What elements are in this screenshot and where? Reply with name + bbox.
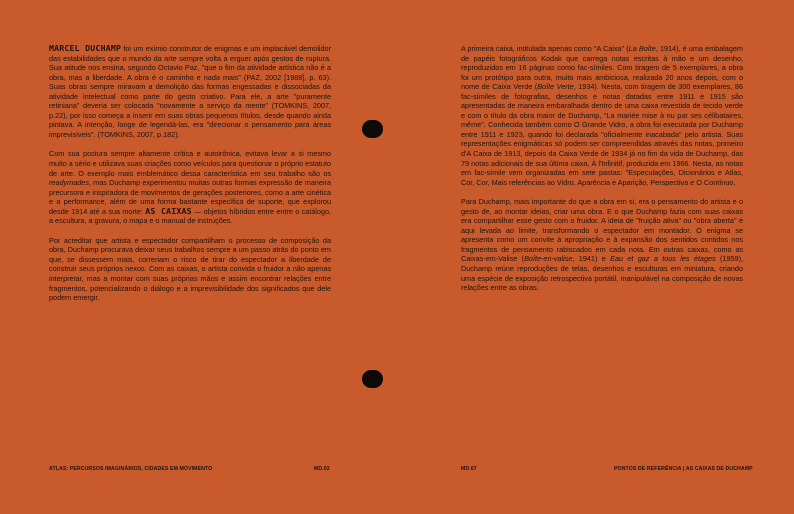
left-p1-text: foi um exímio construtor de enigmas e um implacável demolidor das estabilidades que o mundo da arte sempre volta a erguer após gestos de ruptura. Sua atitude nos ensina, segundo Octavio Paz, "que o fim da atividade artística não é a obra, mas a liberdade. A obra é o caminho e nada mais" (PAZ, 2002 [1988], p. 63). Suas obras sempre miravam a demolição das formas engessadas e dissociadas da atividade intelectual como parte do gesto criativo. Para ele, a arte "puramente retiniana" deveria ser colocada "novamente a serviço da mente" (TOMKINS, 2007, p.22), por isso começa a inserir em suas obras pequenos títulos, desde quando ainda pintava. A intenção, longe de legendá-las, era "direcionar o pensamento para áreas imprevisíveis". (TOMKINS, 2007, p.182). [49,44,332,139]
right-p1-text-1: A primeira caixa, intitulada apenas como "A Caixa" ( [461,44,629,53]
binding-dot-right-bottom [365,370,383,388]
left-footer-title: ATLAS: PERCURSOS IMAGINÁRIOS, CIDADES EM MOVIMENTO [49,466,213,472]
binding-dot-right-top [365,120,383,138]
right-paragraph-2 [461,197,743,292]
right-p1-text-2: , 1914), é uma embalagem de papéis fotográficos Kodak que carrega notas escritas à mão e um desenho, reproduzidos em 16 páginas como fac-símiles. Com tiragem de 5 exemplares, a obra foi um protótipo para outra, muito mais ambiciosa, realizada 20 anos depois, com o nome de Caixa Verde ( [461,44,743,92]
right-p1-text-3: , 1934). Nesta, com tiragem de 300 exemplares, 86 fac-símiles de fotografias, desenhos e notas datadas entre 1911 e 1915 são apresentadas de maneira embaralhada dentro de uma caixa revestida de tecido verde e com o título da obra maior de Duchamp, "La mariée mise à nu par ses célibataires, même". Conhecida também como O Grande Vidro, a obra foi executada por Duchamp entre 1911 e 1923, quando foi declarada "oficialmente inacabada" pelo artista. Suas representações enigmáticas só podem ser compreendidas através das notas, primeiro d'A Caixa de 1913, depois da Caixa Verde de 1934 já no fim da vida de Duchamp, das 79 notas adicionais de sua última caixa, À l'Infinitif, produzida em 1966. Nesta, as notas em fac-símile vem organizadas em sete pastas: "Especulações, Dicionários e Atlas, Cor, Cor, Mais referências ao Vidro, Aparência e Aparição, Perspectiva e O Contínuo. [461,82,743,187]
left-footer-page-number: MD.02 [314,466,330,472]
left-p2-text-2: , mas Duchamp experimentou muitas outras formas expressão de maneira precursora e inspiradora de movimentos de gerações posteriores, como a arte cinética e a performance, além de uma forma bastante específica de suporte, que explorou desde 1914 até a sua morte: [49,178,331,216]
right-text-column [461,44,743,293]
right-p2-text-3: (1959), Duchamp reúne reproduções de telas, desenhos e esculturas em miniatura, criando uma espécie de exposição retrospectiva portátil, manipulável na composição de novas relações entre as obras. [461,254,743,293]
readymades-italic: readymades [49,178,89,188]
left-p2-text-3: — objetos híbridos entre entre o catálogo, a escultura, a gravura, o mapa e o manual de instruções. [49,206,331,226]
eau-et-gaz-italic: Eau et gaz a tous les étages [610,254,716,264]
left-text-column [49,44,331,303]
boite-verte-italic: Boîte Verte [537,82,574,92]
left-p2-text-1: Com sua postura sempre altamente crítica e autoirônica, evitava levar a si mesmo muito a sério e utilizava suas criações como veículos para questionar o próprio estatuto de arte. O exemplo mais emblemático dessa característica em seu trabalho são os [49,149,331,178]
left-paragraph-3: Por acreditar que artista e espectador compartilham o processo de composição da obra, Duchamp procurava deixar seus trabalhos sempre a um passo atrás do ponto em que, se dissessem mais, correriam o risco de tirar do espectador a liberdade de construir seus próprios nexos. Com as caixas, o artista convida o fruidor a não apenas interpretar, mas a montar com suas próprias mãos e assim encontrar relações entre fragmentos, potencializando o diálogo e a imprevisibilidade dos significados que dele podem emergir. [49,235,331,303]
right-p2-text-1: Para Duchamp, mais importante do que a obra em si, era o pensamento do artista e o gesto de, ao montar ideias, criar uma obra. E o que Duchamp fazia com suas caixas era compartilhar esse gesto com o fruidor. A ideia de "fruição ativa" ou "obra aberta" é aqui levada ao limite, transformando o espectador em montador. O enigma se apresenta como um convite à apropriação e à expansão dos sentidos contidos nos fragmentos de pensamento rabiscados em cada nota. Em outras caixas, como as Caixas-em-Valise ( [461,197,743,264]
right-p2-text-2: , 1941) e [572,254,611,264]
right-footer-page-number: MD.07 [461,466,477,472]
la-boite-italic: La Boîte [628,44,656,53]
boite-en-valise-italic: Boîte-en-valise [524,254,573,264]
left-paragraph-1 [49,44,331,139]
right-footer-title: PONTOS DE REFERÊNCIA | AS CAIXAS DE DUCHAMP [614,466,753,472]
as-caixas-highlight: AS CAIXAS [145,205,192,216]
marcel-duchamp-highlight: MARCEL DUCHAMP [49,43,122,53]
right-paragraph-1 [461,44,743,187]
right-page [397,0,794,514]
left-paragraph-2 [49,149,331,225]
